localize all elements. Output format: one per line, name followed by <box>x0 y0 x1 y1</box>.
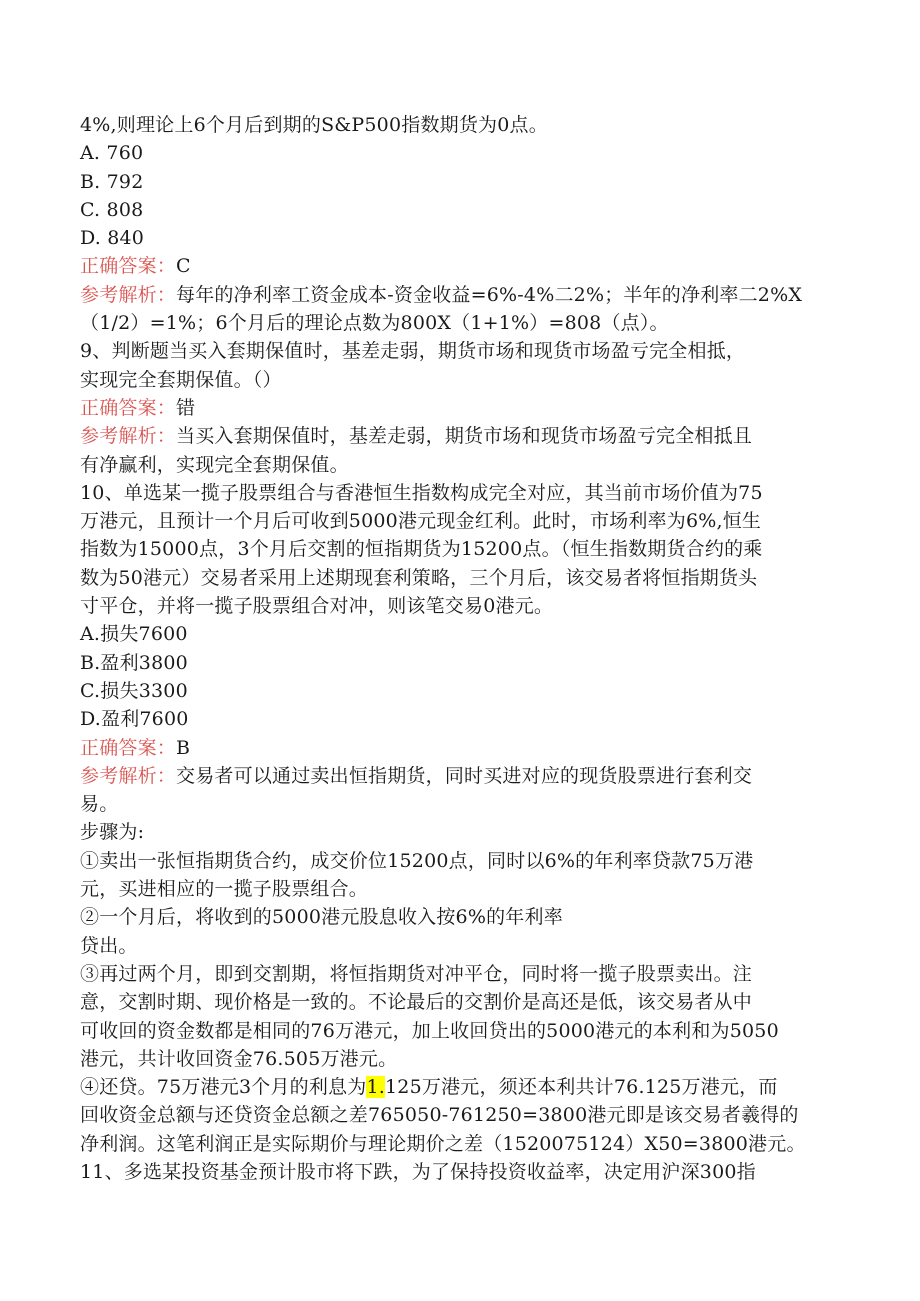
text-line <box>80 1073 840 1101</box>
text-line: 意，交割时期、现价格是一致的。不论最后的交割价是高还是低，该交易者从中 <box>80 991 753 1014</box>
text-line: 贷出。 <box>80 934 138 957</box>
text-line: D.盈利7600 <box>80 708 189 731</box>
answer-label: 参考解析： <box>80 283 177 306</box>
text-line: ③再过两个月，即到交割期，将恒指期货对冲平仓，同时将一揽子股票卖出。注 <box>80 962 753 985</box>
text-line <box>80 734 840 762</box>
text-line: 步骤为: <box>80 821 145 844</box>
text-line: 净利润。这笔利润正是实际期价与理论期价之差（1520075124）X50=3800港元。 <box>80 1132 806 1155</box>
text-line: 万港元，且预计一个月后可收到5000港元现金红利。此时，市场利率为6%,恒生 <box>80 510 762 533</box>
answer-label: 正确答案： <box>80 396 177 419</box>
answer-text: 错 <box>176 396 196 419</box>
text-line: D. 840 <box>80 227 145 250</box>
text-line <box>80 762 840 790</box>
answer-text: 当买入套期保值时，基差走弱，期货市场和现货市场盈亏完全相抵且 <box>176 425 753 448</box>
text-line: ②一个月后，将收到的5000港元股息收入按6%的年利率 <box>80 906 563 929</box>
text-line: 易。 <box>80 793 119 816</box>
text-line <box>80 252 840 280</box>
answer-label: 正确答案： <box>80 736 177 759</box>
text-line: 9、判断题当买入套期保值时，基差走弱，期货市场和现货市场盈亏完全相抵， <box>80 340 746 363</box>
line-text-after: 125万港元，须还本利共计76.125万港元，而 <box>385 1076 778 1099</box>
text-line: A.损失7600 <box>80 623 188 646</box>
highlighted-text: 1. <box>366 1076 385 1099</box>
text-line: 可收回的资金数都是相同的76万港元，加上收回贷出的5000港元的本利和为5050 <box>80 1019 779 1042</box>
answer-text: C <box>176 255 191 278</box>
text-line: （1/2）=1%；6个月后的理论点数为800X（1+1%）=808（点）。 <box>80 312 669 335</box>
text-line: 回收资金总额与还贷资金总额之差765050-761250=3800港元即是该交易者羲得的 <box>80 1104 799 1127</box>
answer-text: 每年的净利率工资金成本-资金收益=6%-4%二2%；半年的净利率二2%X <box>176 283 803 306</box>
text-line: B.盈利3800 <box>80 651 188 674</box>
line-text-before: ④还贷。75万港元3个月的利息为 <box>80 1076 367 1099</box>
answer-text: 交易者可以通过卖出恒指期货，同时买进对应的现货股票进行套利交 <box>176 764 753 787</box>
answer-text: B <box>176 736 191 759</box>
text-line: ①卖出一张恒指期货合约，成交价位15200点，同时以6%的年利率贷款75万港 <box>80 849 754 872</box>
answer-label: 参考解析： <box>80 764 177 787</box>
text-line: A. 760 <box>80 142 144 165</box>
answer-label: 正确答案： <box>80 255 177 278</box>
text-line: 实现完全套期保值。（） <box>80 368 282 391</box>
text-line <box>80 394 840 422</box>
text-line <box>80 422 840 450</box>
text-line: C. 808 <box>80 198 144 221</box>
text-line: 4%,则理论上6个月后到期的S&P500指数期货为0点。 <box>80 114 548 136</box>
text-line: B. 792 <box>80 170 144 193</box>
text-line <box>80 281 840 309</box>
text-line: C.损失3300 <box>80 679 188 702</box>
text-line: 有净赢利，实现完全套期保值。 <box>80 453 349 476</box>
document-body <box>80 111 840 1186</box>
text-line: 11、多选某投资基金预计股市将下跌，为了保持投资收益率，决定用沪深300指 <box>80 1160 756 1183</box>
text-line: 指数为15000点，3个月后交割的恒指期货为15200点。（恒生指数期货合约的乘 <box>80 538 763 561</box>
text-line: 港元，共计收回资金76.505万港元。 <box>80 1047 398 1070</box>
answer-label: 参考解析： <box>80 425 177 448</box>
text-line: 10、单选某一揽子股票组合与香港恒生指数构成完全对应，其当前市场价值为75 <box>80 481 763 504</box>
text-line: 寸平仓，并将一揽子股票组合对冲，则该笔交易0港元。 <box>80 595 554 618</box>
text-line: 元，买进相应的一揽子股票组合。 <box>80 878 369 901</box>
text-line: 数为50港元）交易者采用上述期现套利策略，三个月后，该交易者将恒指期货头 <box>80 566 758 589</box>
